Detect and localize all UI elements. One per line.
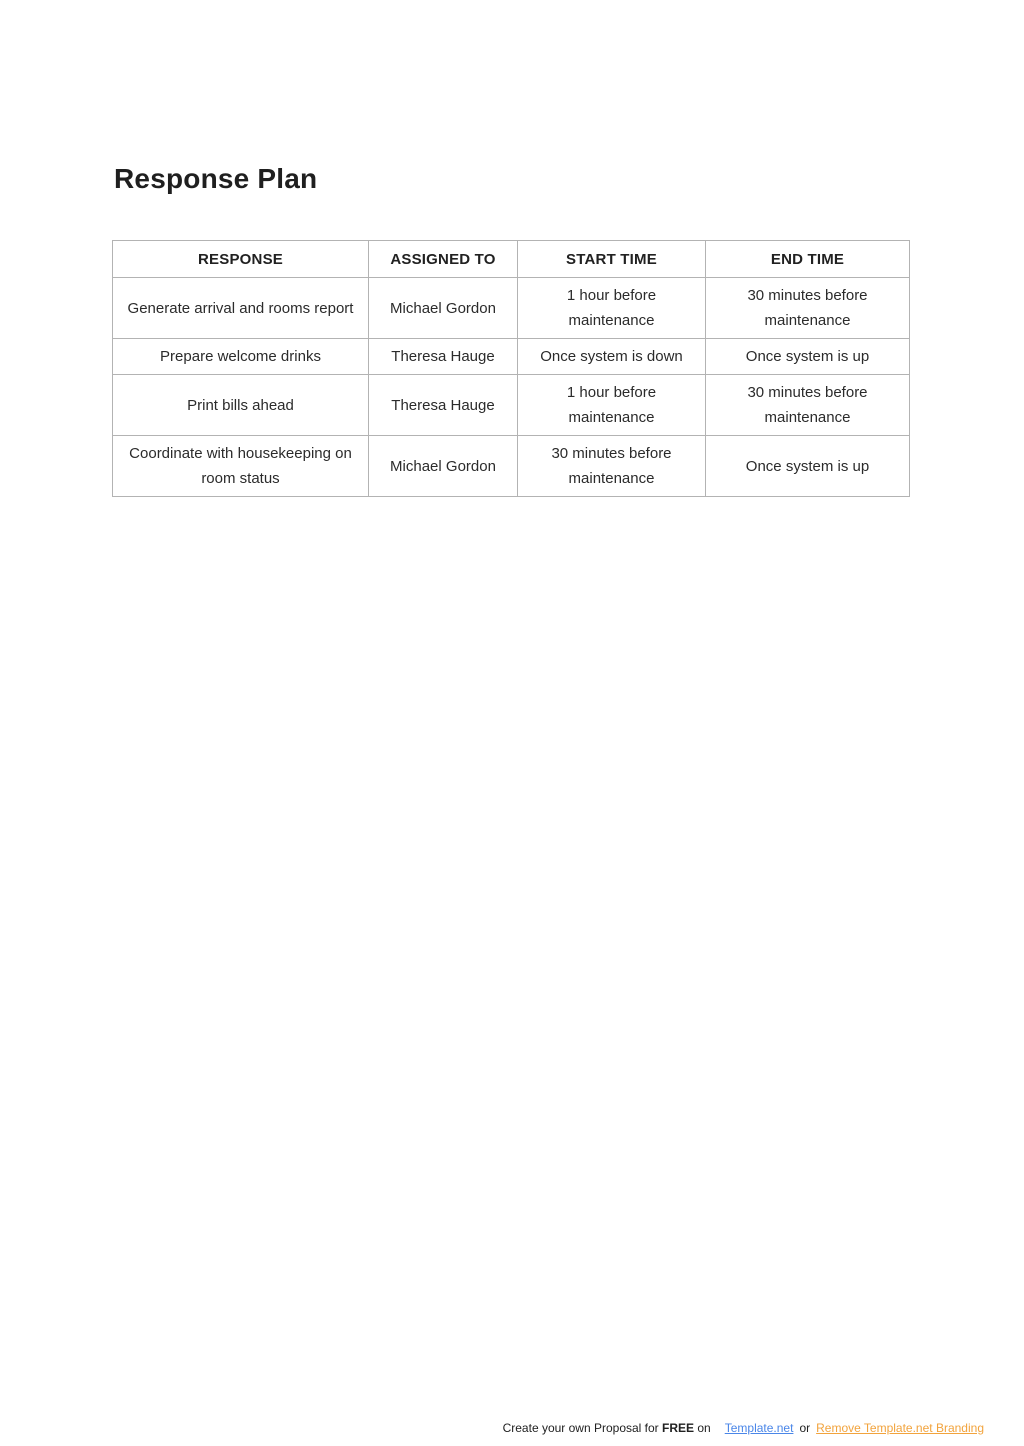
cell-end-time: Once system is up [706, 436, 910, 497]
cell-end-time: 30 minutes before maintenance [706, 375, 910, 436]
cell-response: Prepare welcome drinks [113, 339, 369, 375]
table-row [113, 278, 910, 339]
cell-assigned-to: Theresa Hauge [369, 339, 518, 375]
column-header-assigned-to: ASSIGNED TO [369, 241, 518, 278]
table-row [113, 375, 910, 436]
cell-start-time: 1 hour before maintenance [518, 375, 706, 436]
template-net-link[interactable]: Template.net [724, 1421, 794, 1435]
column-header-response: RESPONSE [113, 241, 369, 278]
cell-response: Generate arrival and rooms report [113, 278, 369, 339]
cell-end-time: Once system is up [706, 339, 910, 375]
cell-response: Coordinate with housekeeping on room status [113, 436, 369, 497]
footer-text-suffix: on [694, 1421, 711, 1435]
branding-footer [503, 1420, 984, 1436]
cell-start-time: 1 hour before maintenance [518, 278, 706, 339]
remove-branding-link[interactable]: Remove Template.net Branding [816, 1421, 984, 1435]
column-header-end-time: END TIME [706, 241, 910, 278]
cell-assigned-to: Michael Gordon [369, 278, 518, 339]
footer-free-word: FREE [662, 1421, 695, 1435]
cell-start-time: Once system is down [518, 339, 706, 375]
page-title: Response Plan [114, 163, 318, 194]
cell-assigned-to: Michael Gordon [369, 436, 518, 497]
footer-or-word: or [799, 1421, 811, 1435]
table-row [113, 436, 910, 497]
table-header-row [113, 241, 910, 278]
cell-end-time: 30 minutes before maintenance [706, 278, 910, 339]
footer-text-prefix: Create your own Proposal for [502, 1421, 663, 1435]
cell-response: Print bills ahead [113, 375, 369, 436]
table-row [113, 339, 910, 375]
cell-start-time: 30 minutes before maintenance [518, 436, 706, 497]
cell-assigned-to: Theresa Hauge [369, 375, 518, 436]
response-plan-table [112, 240, 910, 497]
column-header-start-time: START TIME [518, 241, 706, 278]
